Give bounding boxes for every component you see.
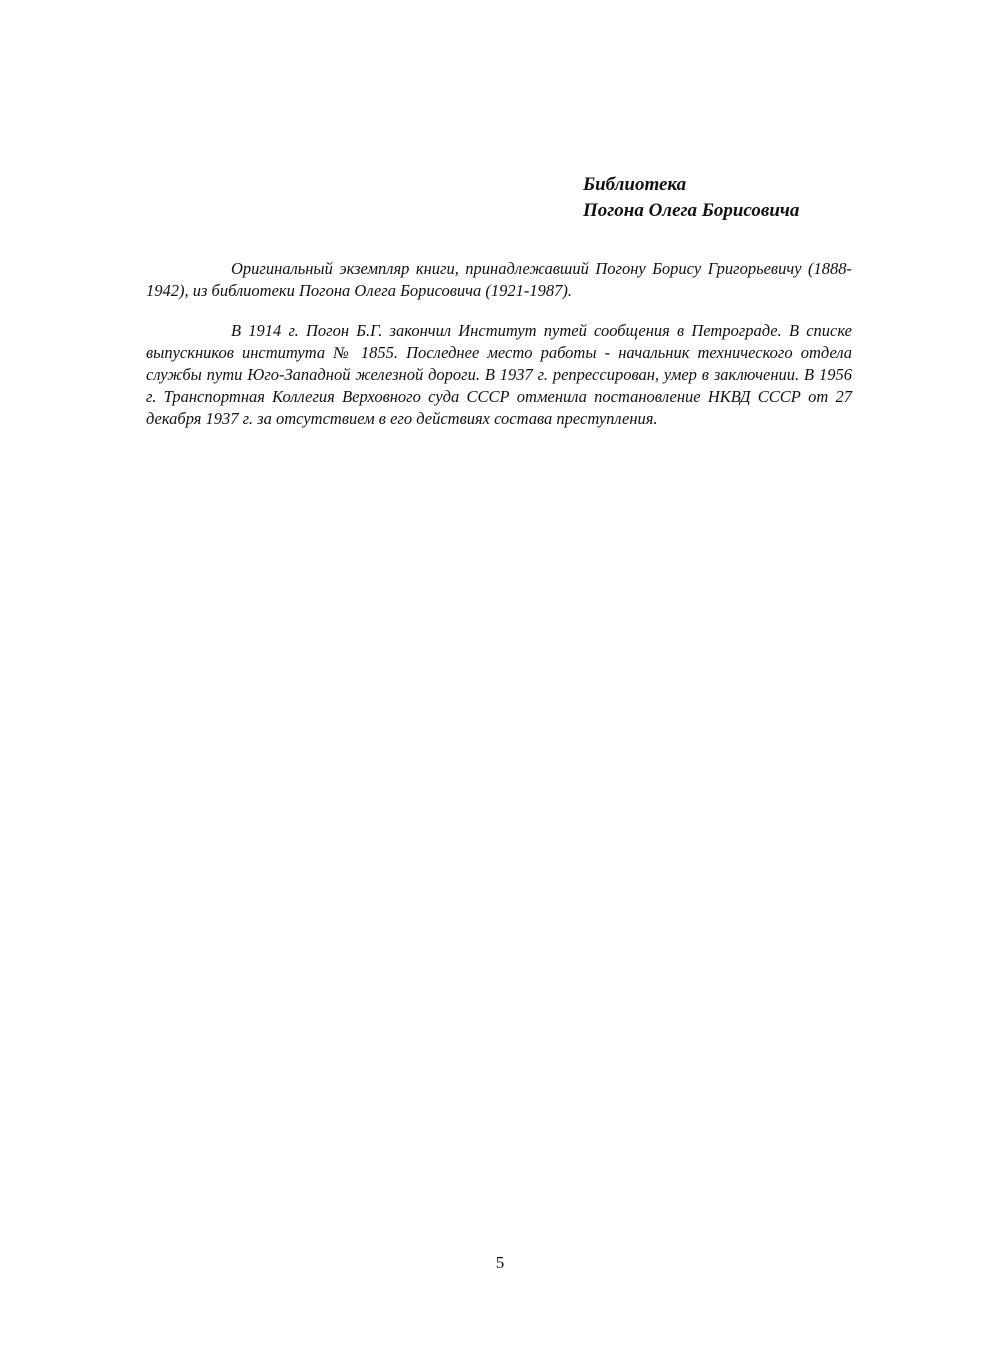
biography-paragraph: В 1914 г. Погон Б.Г. закончил Институт путей сообщения в Петрограде. В списке выпускников института № 1855. Последнее место работы - начальник технического отдела службы пути Юго-Западной железной дороги. В 1937 г. репрессирован, умер в заключении. В 1956 г. Транспортная Коллегия Верховного суда СССР отменила постановление НКВД СССР от 27 декабря 1937 г. за отсутствием в его действиях состава преступления. bbox=[146, 321, 852, 428]
heading-line-owner: Погона Олега Борисовича bbox=[583, 200, 800, 221]
heading-line-library: Библиотека bbox=[583, 174, 687, 195]
library-heading bbox=[583, 172, 963, 224]
provenance-paragraph: Оригинальный экземпляр книги, принадлежавший Погону Борису Григорьевичу (1888-1942), из библиотеки Погона Олега Борисовича (1921-1987). bbox=[146, 259, 852, 300]
page-number: 5 bbox=[495, 1253, 505, 1272]
